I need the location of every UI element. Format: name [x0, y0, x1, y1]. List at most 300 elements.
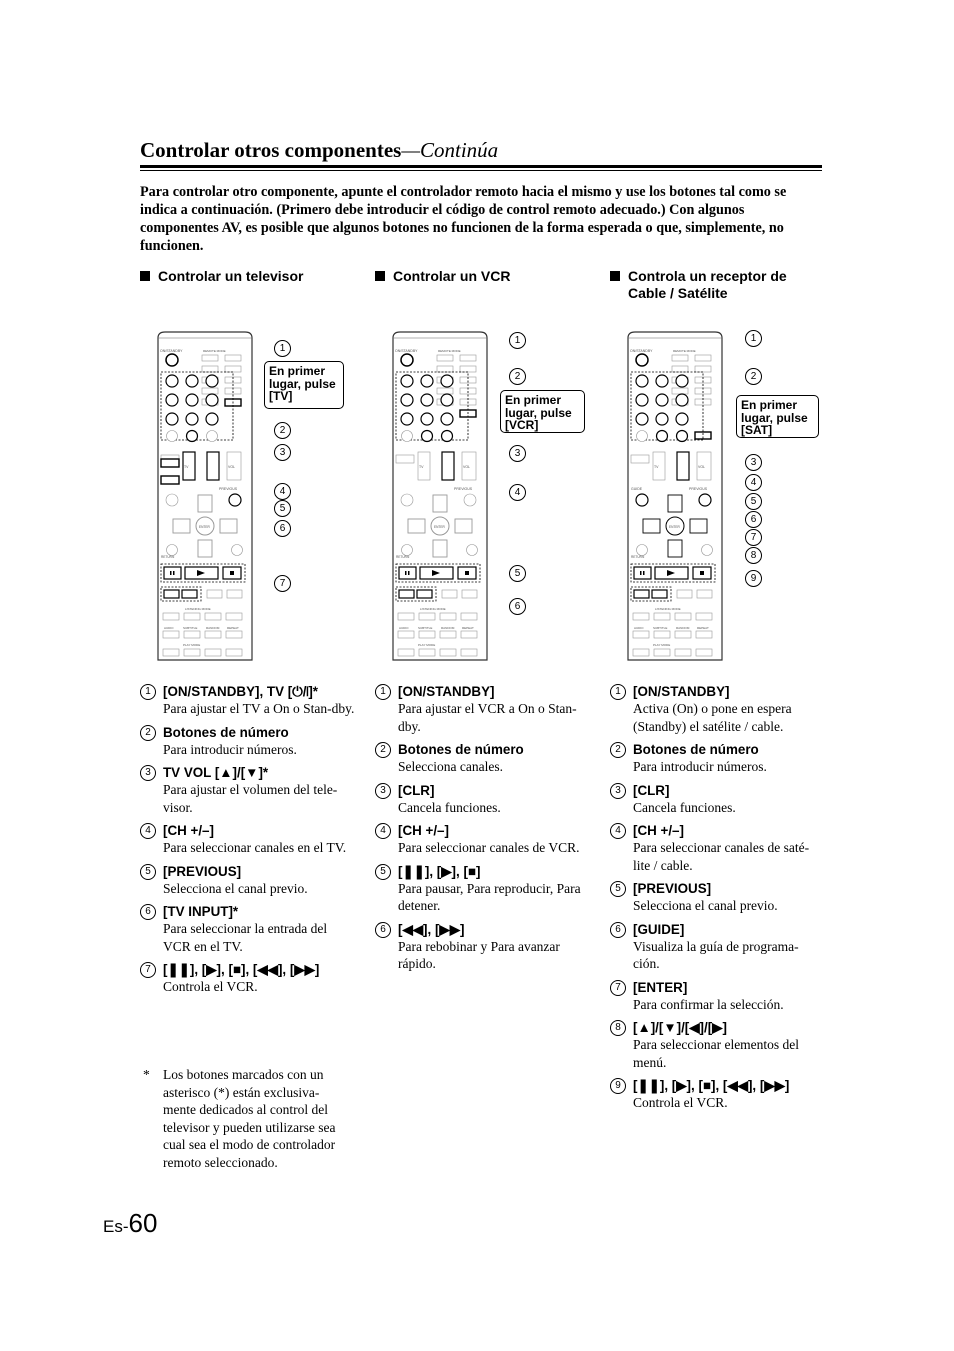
item-number-badge: 9 — [610, 1078, 626, 1094]
item-number-badge: 5 — [610, 881, 626, 897]
item-number-badge: 2 — [140, 725, 156, 741]
list-item — [140, 961, 355, 996]
item-description: Para seleccionar la entrada del VCR en el TV. — [163, 921, 328, 954]
page-title: Controlar otros componentes—Continúa — [140, 138, 499, 162]
remote-button — [227, 590, 242, 598]
item-description: Controla el VCR. — [633, 1095, 728, 1110]
tv-label: TV — [419, 465, 424, 469]
callout-number: 1 — [509, 332, 526, 349]
callout-number: 3 — [509, 445, 526, 462]
item-description: Para introducir números. — [633, 759, 767, 774]
remote-button — [467, 545, 478, 556]
item-number-badge: 2 — [375, 742, 391, 758]
remote-button — [419, 631, 435, 638]
item-label: [▲]/[▼]/[◀]/[▶] — [633, 1020, 727, 1035]
item-number-badge: 6 — [610, 922, 626, 938]
remote-button — [398, 649, 414, 656]
repeat-label: REPEAT — [697, 626, 709, 630]
item-label: [❚❚], [▶], [■], [◀◀], [▶▶] — [633, 1078, 790, 1093]
mode-button — [437, 366, 453, 372]
number-button — [206, 375, 218, 387]
clr-button — [442, 431, 453, 442]
intro-text: Para controlar otro componente, apunte el controlador remoto hacia el mismo y use los botones tal como se indica a continuación. (Primero debe introducir el código de control remoto adecuado.) Con algunos componentes AV, es posible que algunos botones no funcionen de la forma esperada o que, simplemente, no funcionen. — [140, 184, 787, 254]
number-button — [401, 394, 413, 406]
list-item — [140, 764, 355, 816]
previous-label: PREVIOUS — [454, 487, 473, 491]
remote-mode-label: REMOTE MODE — [673, 349, 696, 353]
callout-number: 6 — [745, 511, 762, 528]
mode-button — [695, 355, 711, 361]
item-description: Para ajustar el VCR a On o Stan-dby. — [398, 701, 577, 734]
repeat-label: REPEAT — [462, 626, 474, 630]
ch-rocker — [442, 452, 454, 480]
mode-button — [202, 366, 218, 372]
list-item — [610, 683, 825, 735]
section-heading-tv: Controlar un televisor — [140, 268, 360, 285]
callout-press-vcr: En primer lugar, pulse [VCR] — [500, 390, 585, 433]
item-description: Activa (On) o pone en espera (Standby) el satélite / cable. — [633, 701, 792, 734]
list-item — [140, 863, 355, 898]
rewind-button — [634, 590, 649, 598]
item-label: [ON/STANDBY] — [398, 684, 495, 699]
item-number-badge: 5 — [375, 864, 391, 880]
remote-button — [637, 431, 648, 442]
item-description: Para seleccionar elementos del menú. — [633, 1037, 800, 1070]
callout-number: 7 — [745, 529, 762, 546]
square-bullet-icon — [610, 271, 620, 281]
audio-label: AUDIO — [164, 626, 174, 630]
fast-forward-button — [182, 590, 197, 598]
list-item — [610, 1077, 825, 1112]
mode-button — [460, 355, 476, 361]
list-item — [610, 979, 825, 1014]
remote-button — [675, 613, 691, 620]
callout-number: 1 — [745, 330, 762, 347]
remote-button — [697, 590, 712, 598]
remote-button — [398, 613, 414, 620]
item-number-badge: 4 — [375, 823, 391, 839]
item-label: [TV INPUT]* — [163, 904, 239, 919]
remote-button — [402, 545, 413, 556]
footnote: * Los botones marcados con un asterisco (*) están exclusiva-mente dedicados al control del televisor y pueden utilizarse sea cual sea el modo de controlador remoto seleccionado. — [143, 1067, 336, 1170]
remote-button — [184, 631, 200, 638]
item-number-badge: 8 — [610, 1020, 626, 1036]
remote-button — [398, 631, 414, 638]
item-description: Para seleccionar canales de saté-lite / cable. — [633, 840, 810, 873]
arrow-right-button — [455, 519, 472, 533]
item-label: [◀◀], [▶▶] — [398, 921, 465, 937]
arrow-down-button — [433, 540, 447, 557]
item-number-badge: 1 — [140, 684, 156, 700]
number-button — [186, 413, 198, 425]
number-button — [676, 394, 688, 406]
callout-number: 4 — [274, 483, 291, 500]
play-mode-label: PLAY MODE — [183, 643, 201, 647]
number-button — [657, 431, 668, 442]
item-description: Para confirmar la selección. — [633, 996, 784, 1012]
item-number-badge: 7 — [140, 962, 156, 978]
list-item — [375, 863, 590, 915]
item-number-badge: 2 — [610, 742, 626, 758]
arrow-up-button — [433, 495, 447, 512]
number-button — [421, 375, 433, 387]
pause-icon — [173, 571, 175, 575]
random-label: RANDOM — [206, 626, 220, 630]
audio-label: AUDIO — [399, 626, 409, 630]
rewind-button — [399, 590, 414, 598]
remote-illustration-tv — [155, 330, 255, 670]
remote-button — [184, 613, 200, 620]
item-description: Para rebobinar y Para avanzar rápido. — [398, 938, 560, 971]
item-description: Para pausar, Para reproducir, Para detener. — [398, 880, 581, 913]
vol-label: VOL — [228, 465, 236, 469]
return-label: RETURN — [161, 555, 175, 559]
list-item — [610, 741, 825, 776]
number-button — [401, 413, 413, 425]
item-number-badge: 4 — [140, 823, 156, 839]
rewind-button — [164, 590, 179, 598]
arrow-left-button — [408, 519, 425, 533]
list-item — [140, 822, 355, 857]
remote-button — [205, 613, 221, 620]
remote-button — [696, 631, 712, 638]
number-button — [187, 431, 198, 442]
list-item — [140, 683, 355, 718]
mode-button — [437, 355, 453, 361]
item-list-tv — [140, 683, 355, 1002]
arrow-down-button — [668, 540, 682, 557]
callout-number: 5 — [509, 565, 526, 582]
callout-number: 3 — [745, 454, 762, 471]
guide-button — [636, 494, 648, 506]
mode-button — [672, 355, 688, 361]
list-item — [610, 921, 825, 973]
arrow-down-button — [198, 540, 212, 557]
item-number-badge: 4 — [610, 823, 626, 839]
item-description: Para seleccionar canales de VCR. — [398, 840, 580, 855]
remote-button — [633, 631, 649, 638]
mode-button — [202, 355, 218, 361]
remote-button — [462, 590, 477, 598]
standby-label: ON/STANDBY — [160, 349, 183, 353]
item-number-badge: 3 — [610, 783, 626, 799]
callout-number: 1 — [274, 340, 291, 357]
number-button — [636, 375, 648, 387]
pause-icon — [640, 571, 642, 575]
item-label: Botones de número — [633, 742, 759, 757]
remote-button — [207, 590, 222, 598]
clr-button — [207, 431, 218, 442]
remote-button — [461, 613, 477, 620]
remote-button — [677, 590, 692, 598]
mode-button — [695, 366, 711, 372]
vol-label: VOL — [698, 465, 706, 469]
remote-button — [184, 649, 200, 656]
list-item — [375, 741, 590, 776]
subtitle-label: SUBTITLE — [418, 626, 433, 630]
remote-button — [419, 613, 435, 620]
mode-button — [672, 388, 688, 394]
remote-button — [675, 631, 691, 638]
ch-rocker — [677, 452, 689, 480]
item-label: TV VOL [▲]/[▼]* — [163, 765, 269, 780]
mode-button — [202, 388, 218, 394]
list-item — [375, 782, 590, 817]
item-description: Para introducir números. — [163, 741, 297, 757]
item-description: Cancela funciones. — [398, 799, 501, 815]
pause-button — [634, 567, 651, 579]
number-button — [676, 375, 688, 387]
item-label: [CLR] — [398, 782, 435, 798]
callout-number: 5 — [274, 500, 291, 517]
standby-button — [166, 354, 178, 366]
item-description: Para ajustar el TV a On o Stan-dby. — [163, 701, 355, 716]
number-button — [656, 375, 668, 387]
audio-label: AUDIO — [634, 626, 644, 630]
item-label: [CH +/–] — [633, 823, 684, 838]
callout-number: 6 — [509, 598, 526, 615]
mode-button — [672, 366, 688, 372]
vol-label: VOL — [463, 465, 471, 469]
play-mode-label: PLAY MODE — [653, 643, 671, 647]
number-button — [636, 394, 648, 406]
callout-number: 5 — [745, 493, 762, 510]
tv-label: TV — [654, 465, 659, 469]
remote-button — [696, 613, 712, 620]
mode-button — [460, 366, 476, 372]
page-number: Es-60 — [103, 1208, 158, 1238]
list-item — [610, 782, 825, 817]
item-label: [PREVIOUS] — [163, 863, 242, 879]
callout-number: 2 — [509, 368, 526, 385]
standby-button — [401, 354, 413, 366]
remote-button — [675, 649, 691, 656]
item-number-badge: 3 — [375, 783, 391, 799]
remote-button — [205, 631, 221, 638]
remote-button — [654, 613, 670, 620]
callout-number: 2 — [274, 422, 291, 439]
play-mode-label: PLAY MODE — [418, 643, 436, 647]
repeat-label: REPEAT — [227, 626, 239, 630]
item-label: [❚❚], [▶], [■] — [398, 863, 481, 879]
callout-number: 2 — [745, 368, 762, 385]
list-item — [375, 921, 590, 973]
return-label: RETURN — [396, 555, 410, 559]
fast-forward-button — [652, 590, 667, 598]
list-item — [610, 1019, 825, 1071]
remote-button — [226, 649, 242, 656]
callout-number: 7 — [274, 575, 291, 592]
list-item — [140, 903, 355, 955]
listening-mode-label: LISTENING MODE — [185, 607, 211, 611]
number-button — [441, 413, 453, 425]
pause-icon — [643, 571, 645, 575]
number-button — [166, 413, 178, 425]
number-button — [186, 394, 198, 406]
list-item — [610, 880, 825, 915]
list-item — [610, 822, 825, 874]
remote-button — [163, 631, 179, 638]
number-button — [206, 394, 218, 406]
item-label: [ON/STANDBY], TV [⏻/❘]* — [163, 684, 319, 699]
callout-press-tv: En primer lugar, pulse [TV] — [264, 361, 344, 409]
square-bullet-icon — [140, 271, 150, 281]
arrow-right-button — [690, 519, 707, 533]
item-number-badge: 7 — [610, 980, 626, 996]
clr-button — [677, 431, 688, 442]
return-label: RETURN — [631, 555, 645, 559]
item-list-vcr — [375, 683, 590, 979]
remote-button — [226, 613, 242, 620]
callout-number: 4 — [745, 474, 762, 491]
number-button — [186, 375, 198, 387]
callout-number: 6 — [274, 520, 291, 537]
mode-button — [437, 388, 453, 394]
stop-icon — [465, 571, 469, 575]
callout-number: 8 — [745, 547, 762, 564]
arrow-up-button — [198, 495, 212, 512]
remote-button — [440, 613, 456, 620]
listening-mode-label: LISTENING MODE — [655, 607, 681, 611]
item-number-badge: 1 — [610, 684, 626, 700]
list-item — [140, 724, 355, 759]
enter-label: ENTER — [199, 525, 210, 529]
previous-button — [699, 494, 711, 506]
title-rule-thin — [140, 170, 822, 171]
tv-input-button — [161, 476, 179, 484]
remote-button — [167, 431, 178, 442]
number-button — [401, 375, 413, 387]
item-label: Botones de número — [398, 742, 524, 757]
arrow-left-button — [643, 519, 660, 533]
item-number-badge: 3 — [140, 765, 156, 781]
guide-button — [166, 494, 178, 506]
item-description: Selecciona el canal previo. — [633, 898, 778, 913]
list-item — [375, 683, 590, 735]
item-label: Botones de número — [163, 724, 289, 740]
arrow-left-button — [173, 519, 190, 533]
fast-forward-button — [417, 590, 432, 598]
arrow-right-button — [220, 519, 237, 533]
standby-label: ON/STANDBY — [630, 349, 653, 353]
item-description: Para seleccionar canales en el TV. — [163, 840, 347, 855]
remote-button — [633, 649, 649, 656]
item-description: Selecciona el canal previo. — [163, 880, 308, 896]
item-description: Cancela funciones. — [633, 799, 736, 815]
remote-button — [654, 649, 670, 656]
number-button — [441, 375, 453, 387]
remote-button — [396, 455, 414, 463]
number-button — [656, 413, 668, 425]
previous-button — [464, 494, 476, 506]
remote-button — [654, 631, 670, 638]
item-description: Para ajustar el volumen del tele-visor. — [163, 782, 338, 815]
pause-icon — [405, 571, 407, 575]
remote-button — [631, 455, 649, 463]
item-description: Visualiza la guía de programa-ción. — [633, 938, 799, 971]
item-label: [CH +/–] — [163, 823, 214, 838]
item-number-badge: 6 — [140, 904, 156, 920]
remote-button — [442, 590, 457, 598]
number-button — [656, 394, 668, 406]
number-button — [421, 394, 433, 406]
remote-button — [461, 631, 477, 638]
pause-button — [164, 567, 181, 579]
remote-button — [402, 431, 413, 442]
square-bullet-icon — [375, 271, 385, 281]
random-label: RANDOM — [676, 626, 690, 630]
remote-mode-label: REMOTE MODE — [438, 349, 461, 353]
remote-illustration-sat — [625, 330, 725, 670]
remote-illustration-vcr — [390, 330, 490, 670]
item-list-sat — [610, 683, 825, 1118]
title-rule — [140, 165, 822, 168]
callout-press-sat: En primer lugar, pulse [SAT] — [736, 395, 819, 438]
subtitle-label: SUBTITLE — [653, 626, 668, 630]
stop-icon — [230, 571, 234, 575]
tv-label: TV — [184, 465, 189, 469]
item-label: [GUIDE] — [633, 921, 685, 937]
callout-number: 3 — [274, 444, 291, 461]
remote-button — [637, 545, 648, 556]
remote-button — [440, 649, 456, 656]
item-label: [ON/STANDBY] — [633, 684, 730, 699]
number-button — [166, 375, 178, 387]
mode-button — [225, 355, 241, 361]
subtitle-label: SUBTITLE — [183, 626, 198, 630]
item-description: Controla el VCR. — [163, 979, 258, 994]
remote-button — [696, 649, 712, 656]
remote-button — [167, 545, 178, 556]
enter-label: ENTER — [669, 525, 680, 529]
previous-label: PREVIOUS — [219, 487, 238, 491]
item-number-badge: 5 — [140, 864, 156, 880]
standby-label: ON/STANDBY — [395, 349, 418, 353]
number-button — [166, 394, 178, 406]
tv-power-button — [161, 459, 179, 467]
number-button — [636, 413, 648, 425]
ch-rocker — [207, 452, 219, 480]
remote-button — [232, 545, 243, 556]
item-label: [❚❚], [▶], [■], [◀◀], [▶▶] — [163, 962, 320, 977]
remote-button — [440, 631, 456, 638]
previous-button — [229, 494, 241, 506]
remote-button — [163, 649, 179, 656]
stop-icon — [700, 571, 704, 575]
random-label: RANDOM — [441, 626, 455, 630]
callout-number: 4 — [509, 484, 526, 501]
mode-button — [225, 366, 241, 372]
previous-label: PREVIOUS — [689, 487, 708, 491]
remote-button — [419, 649, 435, 656]
item-number-badge: 6 — [375, 922, 391, 938]
number-button — [422, 431, 433, 442]
arrow-up-button — [668, 495, 682, 512]
number-button — [676, 413, 688, 425]
list-item — [375, 822, 590, 857]
pause-icon — [170, 571, 172, 575]
standby-button — [636, 354, 648, 366]
item-label: [CH +/–] — [398, 823, 449, 838]
pause-icon — [408, 571, 410, 575]
item-label: [PREVIOUS] — [633, 881, 712, 896]
item-number-badge: 1 — [375, 684, 391, 700]
remote-button — [702, 545, 713, 556]
guide-label: GUIDE — [631, 487, 643, 491]
remote-mode-label: REMOTE MODE — [203, 349, 226, 353]
remote-button — [226, 631, 242, 638]
pause-button — [399, 567, 416, 579]
